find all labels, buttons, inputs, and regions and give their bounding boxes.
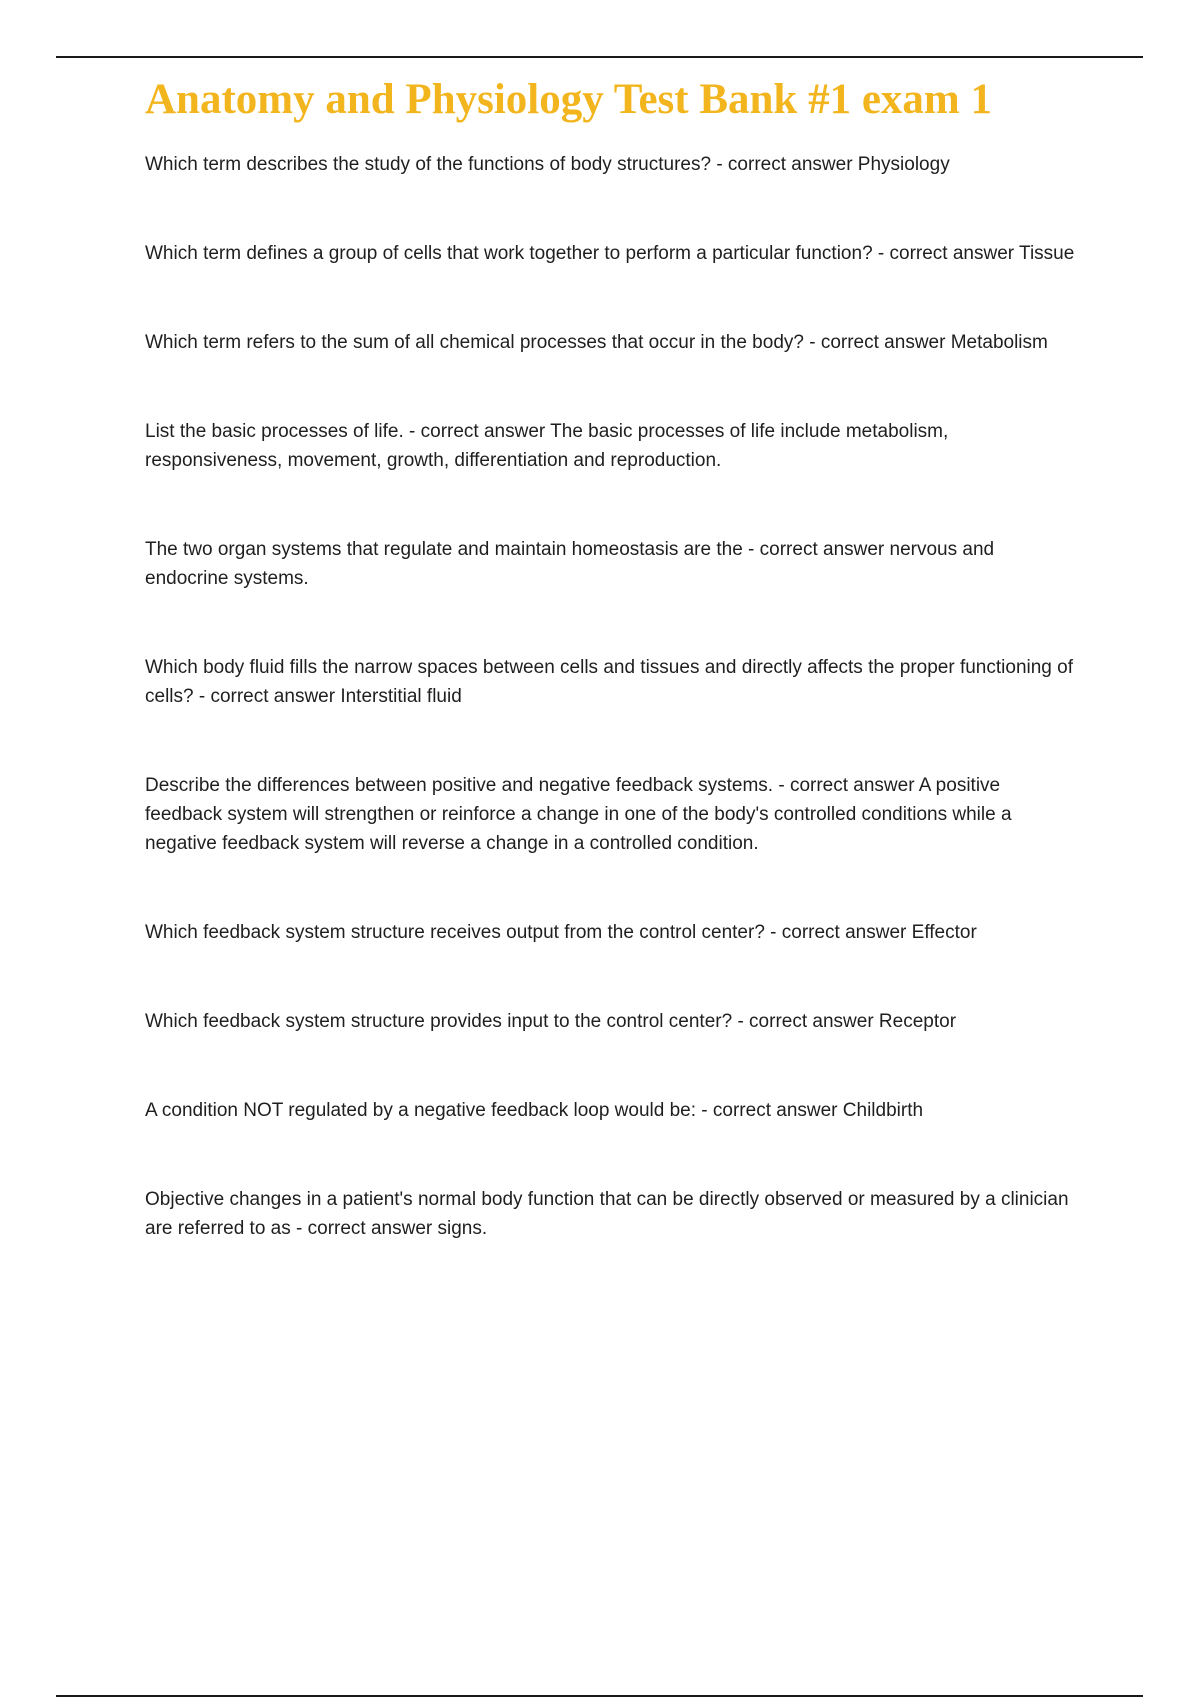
- question-answer-item: Which term refers to the sum of all chemical processes that occur in the body? - correct answer Metabolism: [145, 332, 1048, 353]
- question-answer-item: List the basic processes of life. - correct answer The basic processes of life include metabolism, responsiveness, movement, growth, differentiation and reproduction.: [145, 421, 949, 471]
- question-answer-item: The two organ systems that regulate and maintain homeostasis are the - correct answer nervous and endocrine systems.: [145, 539, 995, 589]
- question-answer-item: A condition NOT regulated by a negative feedback loop would be: - correct answer Childbirth: [145, 1100, 924, 1121]
- question-answer-item: Which feedback system structure receives output from the control center? - correct answer Effector: [145, 922, 977, 943]
- question-answer-item: Which term defines a group of cells that work together to perform a particular function? - correct answer Tissue: [145, 243, 1075, 264]
- question-answer-item: Which body fluid fills the narrow spaces between cells and tissues and directly affects the proper functioning of cells? - correct answer Interstitial fluid: [145, 657, 1073, 707]
- question-answer-item: Describe the differences between positive and negative feedback systems. - correct answer A positive feedback system will strengthen or reinforce a change in one of the body's controlled conditions while a negative feedback system will reverse a change in a controlled condition.: [145, 775, 1012, 854]
- document-title: Anatomy and Physiology Test Bank #1 exam 1: [145, 76, 993, 123]
- question-answer-item: Objective changes in a patient's normal body function that can be directly observed or measured by a clinician are referred to as - correct answer signs.: [145, 1189, 1069, 1239]
- question-answer-list: [145, 150, 1075, 1243]
- page-bottom-rule: [56, 1695, 1143, 1697]
- question-answer-item: Which feedback system structure provides input to the control center? - correct answer Receptor: [145, 1011, 957, 1032]
- question-answer-item: Which term describes the study of the functions of body structures? - correct answer Physiology: [145, 154, 950, 175]
- document-body: [145, 72, 1075, 1303]
- page-top-rule: [56, 56, 1143, 58]
